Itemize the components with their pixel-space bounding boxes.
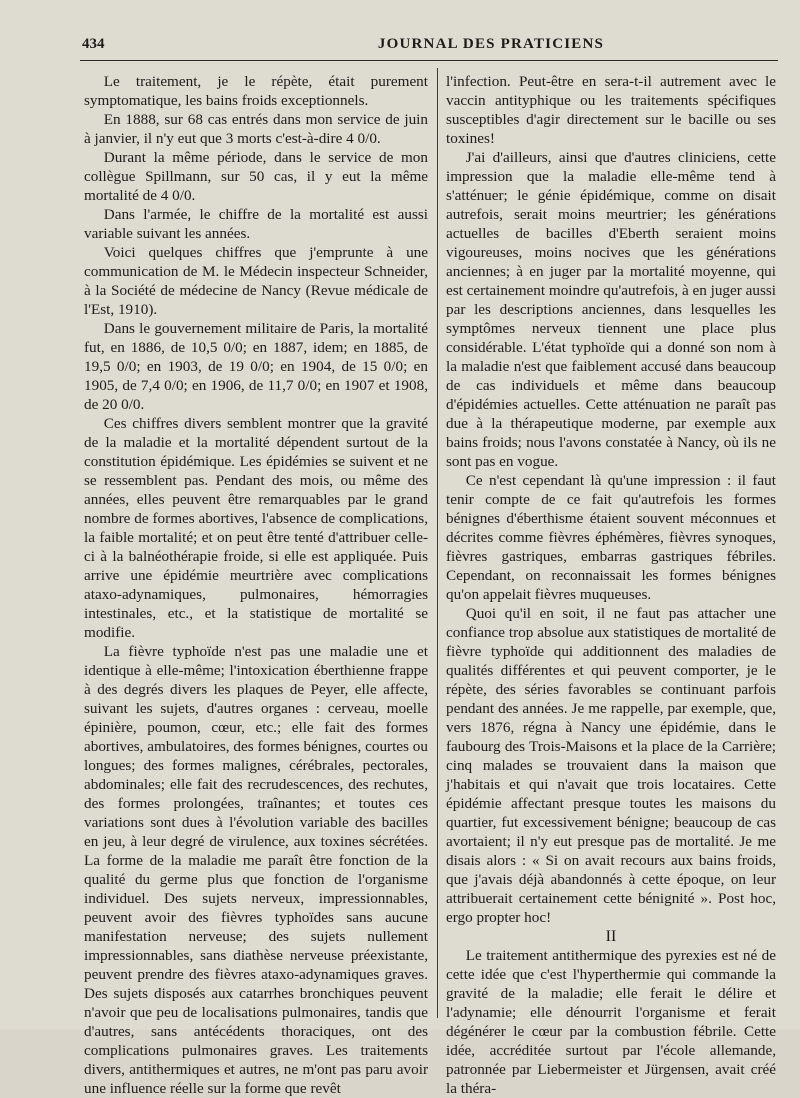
running-header	[82, 36, 780, 62]
paragraph: La fièvre typhoïde n'est pas une maladie une et identique à elle-même; l'intoxication éberthienne frappe à des degrés divers les plaques de Peyer, elle affecte, suivant les sujets, d'autres organes : cerveau, moelle épinière, poumon, cœur, etc.; elle fait des formes abortives, ambulatoires, des formes bénignes, courtes ou longues; des formes malignes, cérébrales, pectorales, abdominales; elle fait des recrudescences, des rechutes, des formes prolongées, traînantes; et toutes ces variations sont dues à l'évolution variable des bacilles en jeu, à leur degré de virulence, aux toxines sécrétées. La forme de la maladie me paraît être fonction de la qualité du germe plus que fonction de l'organisme individuel. Des sujets nerveux, impressionnables, peuvent avoir des fièvres typhoïdes sans aucune manifestation nerveuse; des sujets nullement impressionnables, sans diathèse nerveuse préexistante, peuvent prendre des fièvres ataxo-adynamiques graves. Des sujets disposés aux catarrhes bronchiques peuvent n'avoir que peu de localisations pulmonaires, tandis que d'autres, sans antécédents thoraciques, ont des complications pulmonaires graves. Les traitements divers, antithermiques et autres, ne m'ont pas paru avoir une influence réelle sur la forme que revêt	[84, 643, 428, 1097]
paragraph: Ce n'est cependant là qu'une impression : il faut tenir compte de ce fait qu'autrefois les formes bénignes d'éberthisme étaient souvent méconnues et décrites comme fièvres éphémères, fièvres synoques, fièvres gastriques, embarras gastriques fébriles. Cependant, on reconnaissait les formes bénignes qu'on appelait fièvres muqueuses.	[446, 472, 776, 603]
paragraph: Durant la même période, dans le service de mon collègue Spillmann, sur 50 cas, il y eut la même mortalité de 4 0/0.	[84, 149, 428, 204]
paragraph: Voici quelques chiffres que j'emprunte à une communication de M. le Médecin inspecteur Schneider, à la Société de médecine de Nancy (Revue médicale de l'Est, 1910).	[84, 244, 428, 318]
paragraph: J'ai d'ailleurs, ainsi que d'autres cliniciens, cette impression que la maladie elle-même tend à s'atténuer; le génie épidémique, comme on disait autrefois, serait moins meurtrier; les générations actuelles de bacilles d'Eberth seraient moins vigoureuses, moins nocives que les générations anciennes; à en juger par la mortalité moyenne, qui est certainement moindre qu'autrefois, à en juger aussi par les descriptions anciennes, dans lesquelles les symptômes nerveux tiennent une place plus considérable. L'état typhoïde qui a donné son nom à la maladie n'est que faiblement accusé dans beaucoup de cas individuels et même dans beaucoup d'épidémies actuelles. Cette atténuation ne paraît pas due à la thérapeutique moderne, par exemple aux bains froids; nous l'avons constatée à Nancy, où ils ne sont pas en vogue.	[446, 149, 776, 470]
left-column	[84, 72, 428, 1098]
paragraph: Le traitement, je le répète, était purement symptomatique, les bains froids exceptionnels.	[84, 73, 428, 109]
paragraph: Dans le gouvernement militaire de Paris, la mortalité fut, en 1886, de 10,5 0/0; en 1887, idem; en 1885, de 19,5 0/0; en 1903, de 19 0/0; en 1904, de 15 0/0; en 1905, de 7,4 0/0; en 1906, de 11,7 0/0; en 1907 et 1908, de 20 0/0.	[84, 320, 428, 413]
paragraph: Quoi qu'il en soit, il ne faut pas attacher une confiance trop absolue aux statistiques de mortalité de fièvre typhoïde qui additionnent des maladies de qualités différentes et qui peuvent comporter, je le répète, des séries favorables se continuant parfois pendant des années. Je me rappelle, par exemple, que, vers 1876, régna à Nancy une épidémie, dans le faubourg des Trois-Maisons et la place de la Carrière; cinq malades se trouvaient dans la maison que j'habitais et qui n'avait que trois locataires. Cette épidémie affectant presque toutes les maisons du quartier, fut excessivement bénigne; beaucoup de cas avortaient; il n'y eut presque pas de mortalité. Je me disais alors : « Si on avait recours aux bains froids, que j'avais déjà abandonnés à cette époque, on leur attribuerait certainement cette bénignité ». Post hoc, ergo propter hoc!	[446, 605, 776, 926]
header-rule	[80, 60, 778, 61]
paragraph: En 1888, sur 68 cas entrés dans mon service de juin à janvier, il n'y eut que 3 morts c'est-à-dire 4 0/0.	[84, 111, 428, 147]
paragraph: Dans l'armée, le chiffre de la mortalité est aussi variable suivant les années.	[84, 206, 428, 242]
page-number: 434	[82, 36, 105, 52]
section-heading: II	[605, 928, 617, 945]
journal-title: JOURNAL DES PRATICIENS	[377, 36, 605, 52]
paragraph: Ces chiffres divers semblent montrer que la gravité de la maladie et la mortalité dépendent surtout de la constitution épidémique. Les épidémies se suivent et ne se ressemblent pas. Pendant des mois, ou même des années, elles peuvent être remarquables par le grand nombre de formes abortives, l'absence de complications, la faible mortalité; et on peut être tenté d'attribuer celle-ci à la balnéothérapie froide, si elle est appliquée. Puis arrive une épidémie meurtrière avec complications ataxo-adynamiques, pulmonaires, hémorragies intestinales, etc., et la statistique de mortalité se modifie.	[84, 415, 428, 641]
column-divider	[437, 68, 438, 1018]
continued-paragraph: l'infection. Peut-être en sera-t-il autrement avec le vaccin antityphique ou les traitements spécifiques susceptibles d'agir directement sur le bacille ou ses toxines!	[446, 73, 776, 147]
right-column	[446, 72, 776, 1098]
paragraph: Le traitement antithermique des pyrexies est né de cette idée que c'est l'hyperthermie qui commande la gravité de la maladie; elle ferait le délire et l'adynamie; elle dénourrit l'organisme et ferait dégénérer le cœur par la combustion fébrile. Cette idée, accréditée surtout par l'école allemande, patronnée par Liebermeister et Jürgensen, avait créé la théra-	[446, 947, 776, 1097]
